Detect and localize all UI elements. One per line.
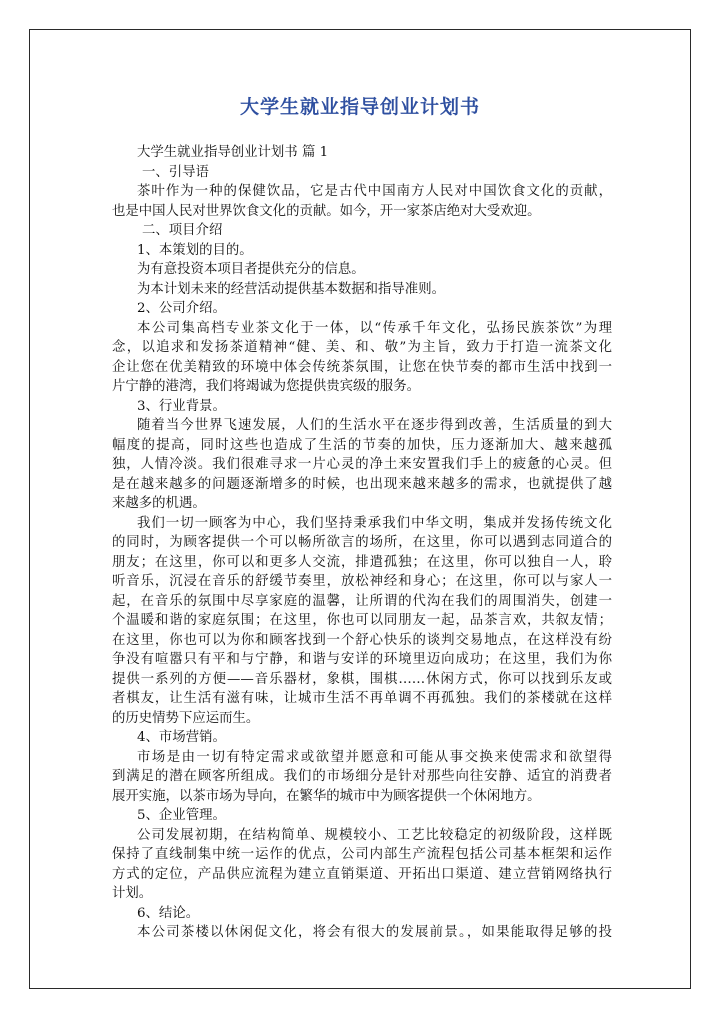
section-heading: 大学生就业指导创业计划书 篇 1 <box>137 145 329 160</box>
section-heading: 一、引导语 <box>142 164 209 180</box>
paragraph-line: 独，人情冷淡。我们很难寻求一片心灵的净土来安置我们手上的疲惫的心灵。但 <box>112 457 612 472</box>
paragraph-line: 为本计划未来的经营活动提供基本数据和指导准则。 <box>137 281 445 297</box>
paragraph-line: 计划。 <box>112 886 153 901</box>
list-heading: 6、结论。 <box>137 905 200 921</box>
paragraph-line: 幅度的提高，同时这些也造成了生活的节奏的加快，压力逐渐加大、越来越孤 <box>112 437 612 453</box>
paragraph-line: 茶叶作为一种的保健饮品，它是古代中国南方人民对中国饮食文化的贡献， <box>137 184 612 199</box>
paragraph-line: 公司发展初期，在结构简单、规模较小、工艺比较稳定的初级阶段，这样既 <box>137 827 612 843</box>
section-heading: 二、项目介绍 <box>142 223 223 238</box>
document-body <box>112 143 612 943</box>
paragraph-line: 听音乐，沉浸在音乐的舒缓节奏里，放松神经和身心；在这里，你可以与家人一 <box>112 574 612 589</box>
list-heading: 1、本策划的目的。 <box>137 242 253 258</box>
list-heading: 3、行业背景。 <box>137 398 226 414</box>
paragraph-line: 也是中国人民对世界饮食文化的贡献。如今，开一家茶店绝对大受欢迎。 <box>112 203 541 219</box>
paragraph-line: 朋友；在这里，你可以和更多人交流，排遣孤独；在这里，你可以独自一人，聆 <box>112 554 612 570</box>
paragraph-line: 的同时，为顾客提供一个可以畅所欲言的场所，在这里，你可以遇到志同道合的 <box>112 535 612 550</box>
paragraph-line: 保持了直线制集中统一运作的优点，公司内部生产流程包括公司基本框架和运作 <box>112 847 612 862</box>
paragraph-line: 企让您在优美精致的环境中体会传统茶氛围，让您在快节奏的都市生活中找到一 <box>112 359 612 375</box>
paragraph-line: 随着当今世界飞速发展，人们的生活水平在逐步得到改善，生活质量的到大 <box>137 418 612 433</box>
paragraph-line: 到满足的潜在顾客所组成。我们的市场细分是针对那些向往安静、适宜的消费者 <box>112 769 612 784</box>
paragraph-line: 在这里，你也可以为你和顾客找到一个舒心快乐的谈判交易地点，在这样没有纷 <box>112 632 612 648</box>
paragraph-line: 起，在音乐的氛围中尽享家庭的温馨，让所谓的代沟在我们的周围消失，创建一 <box>112 593 612 609</box>
paragraph-line: 方式的定位，产品供应流程为建立直销渠道、开拓出口渠道、建立营销网络执行 <box>112 866 612 882</box>
list-heading: 2、公司介绍。 <box>137 301 226 316</box>
paragraph-line: 展开实施，以茶市场为导向，在繁华的城市中为顾客提供一个休闲地方。 <box>112 788 541 804</box>
paragraph-line: 念，以追求和发扬茶道精神“健、美、和、敬”为主旨，致力于打造一流茶文化 <box>112 340 612 355</box>
list-heading: 4、市场营销。 <box>137 730 226 745</box>
paragraph-line: 为有意投资本项目者提供充分的信息。 <box>137 262 365 277</box>
paragraph-line: 片宁静的港湾，我们将竭诚为您提供贵宾级的服务。 <box>112 379 420 394</box>
paragraph-line: 来越多的机遇。 <box>112 496 206 511</box>
paragraph-line: 者棋友，让生活有滋有味，让城市生活不再单调不再孤独。我们的茶楼就在这样 <box>112 691 612 706</box>
paragraph-line: 个温暖和谐的家庭氛围；在这里，你也可以同朋友一起，品茶言欢，共叙友情； <box>112 613 612 628</box>
paragraph-line: 提供一系列的方便——音乐器材，象棋，围棋……休闲方式，你可以找到乐友或 <box>112 671 612 687</box>
paragraph-line: 是在越来越多的问题逐渐增多的时候，也出现来越来越多的需求，也就提供了越 <box>112 476 612 492</box>
paragraph-line: 的历史情势下应运而生。 <box>112 710 260 726</box>
paragraph-line: 市场是由一切有特定需求或欲望并愿意和可能从事交换来使需求和欲望得 <box>137 749 612 765</box>
list-heading: 5、企业管理。 <box>137 808 226 823</box>
paragraph-line: 本公司集高档专业茶文化于一体，以“传承千年文化，弘扬民族茶饮”为理 <box>137 320 612 336</box>
paragraph-line: 本公司茶楼以休闲促文化，将会有很大的发展前景。，如果能取得足够的投 <box>137 925 612 940</box>
document-title: 大学生就业指导创业计划书 <box>239 96 480 118</box>
paragraph-line: 争没有喧嚣只有平和与宁静，和谐与安详的环境里迈向成功；在这里，我们为你 <box>112 652 612 667</box>
paragraph-line: 我们一切一顾客为中心，我们坚持秉承我们中华文明，集成并发扬传统文化 <box>137 515 612 531</box>
